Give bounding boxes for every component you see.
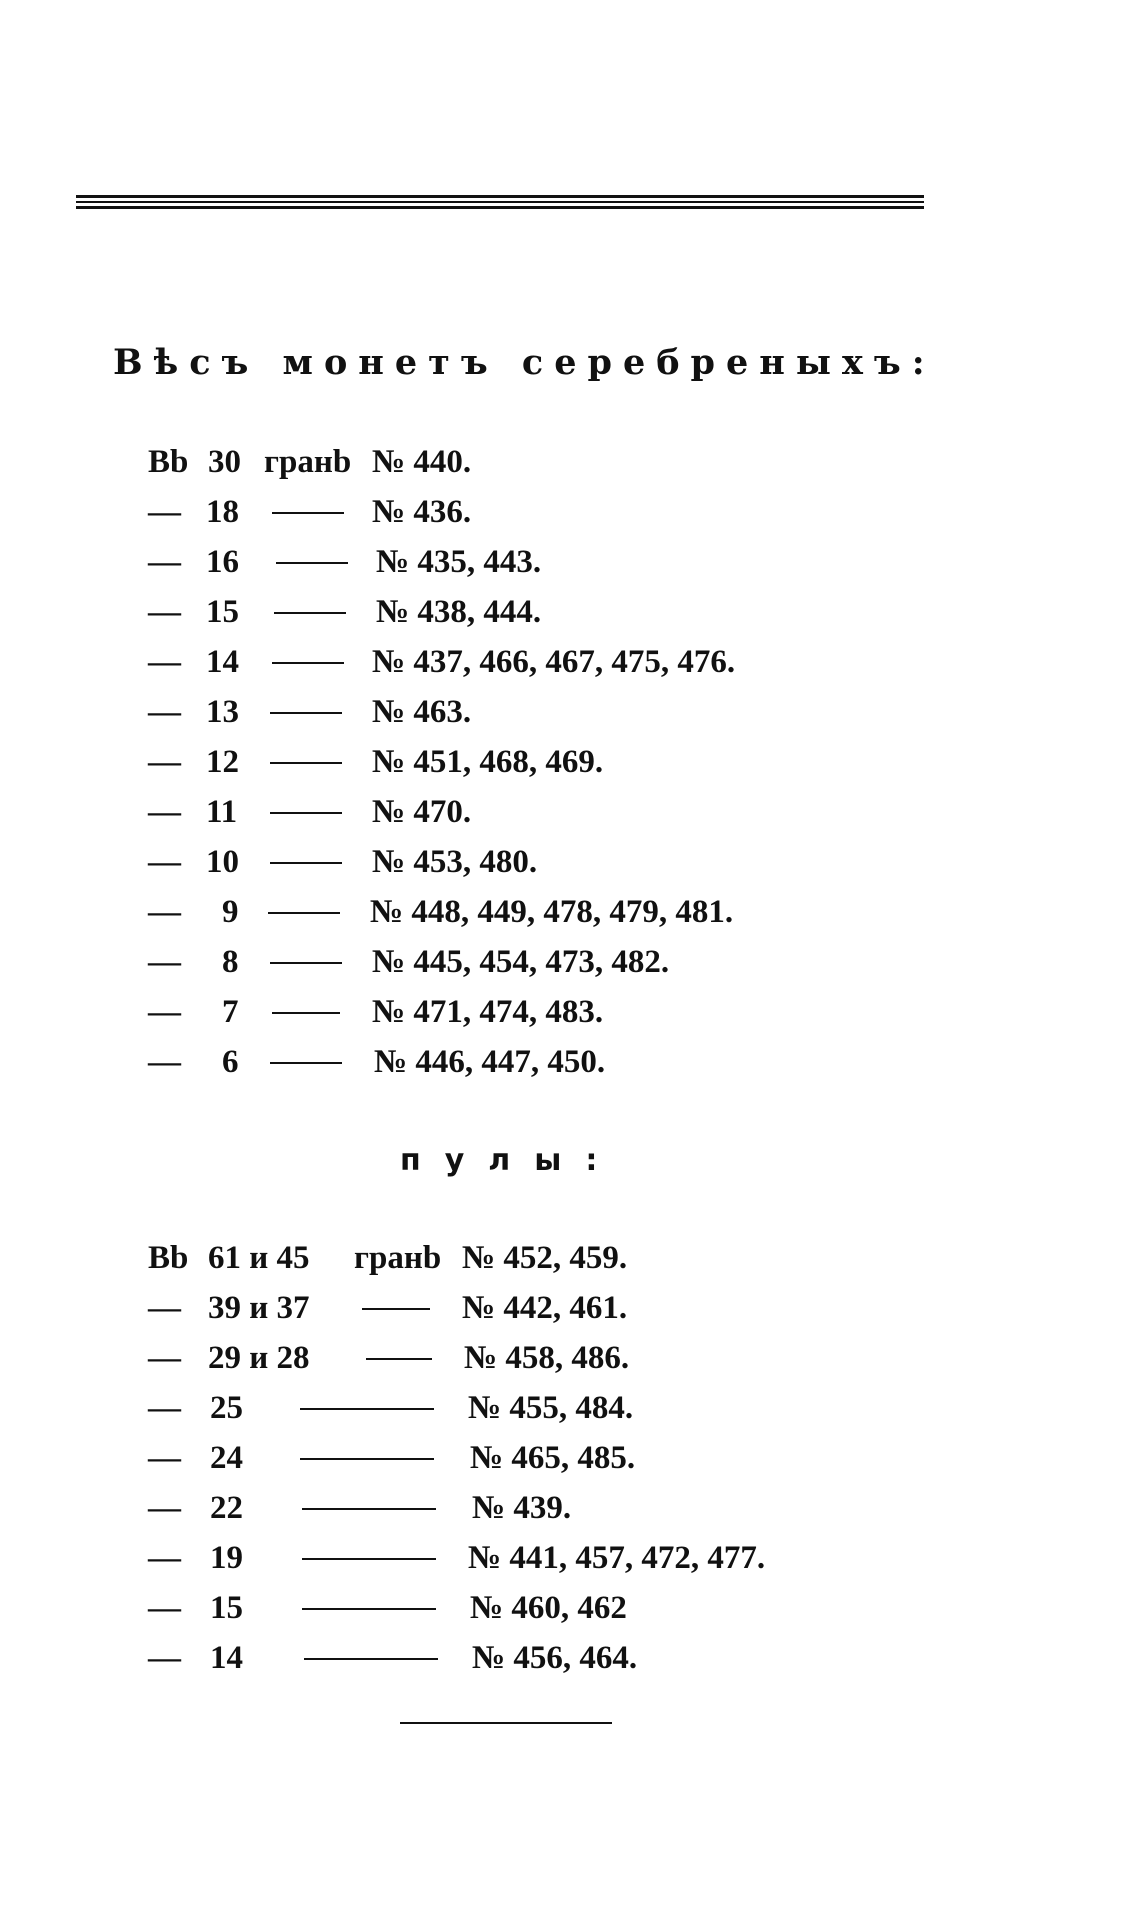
row-grains: 15 [210,1590,243,1626]
page-title: Вѣсъ монетъ серебреныхъ: [113,342,936,383]
ditto-dash [270,762,342,764]
list-item [148,490,848,534]
row-prefix: — [148,894,181,930]
row-numbers: № 436. [372,494,472,530]
row-prefix: — [148,1340,181,1376]
row-grains: 29 и 28 [208,1340,310,1376]
row-grains: 8 [222,944,239,980]
ditto-dash [300,1458,434,1460]
ditto-dash [302,1558,436,1560]
list-item [148,1586,848,1630]
row-grains: 7 [222,994,239,1030]
row-prefix: — [148,794,181,830]
row-numbers: № 438, 444. [376,594,542,630]
row-prefix: — [148,1590,181,1626]
list-item [148,690,848,734]
row-grains: 24 [210,1440,243,1476]
list-item [148,540,848,584]
ditto-dash [270,812,342,814]
row-prefix: — [148,1390,181,1426]
list-item [148,890,848,934]
row-numbers: № 437, 466, 467, 475, 476. [372,644,736,680]
list-item [148,1486,848,1530]
row-numbers: № 470. [372,794,472,830]
row-grains: 14 [206,644,239,680]
row-grains: 11 [206,794,238,830]
row-prefix: — [148,544,181,580]
top-rule [76,195,924,198]
row-grains: 10 [206,844,239,880]
ditto-dash [272,662,344,664]
row-prefix: — [148,994,181,1030]
ditto-dash [272,1012,340,1014]
ditto-dash [302,1508,436,1510]
row-prefix: — [148,694,181,730]
row-grains: 13 [206,694,239,730]
list-item [148,1436,848,1480]
row-prefix: — [148,1440,181,1476]
row-grains: 19 [210,1540,243,1576]
row-prefix: — [148,944,181,980]
ditto-dash [268,912,340,914]
row-numbers: № 463. [372,694,472,730]
ditto-dash [272,512,344,514]
row-grains: 18 [206,494,239,530]
row-prefix: — [148,594,181,630]
row-prefix: — [148,1540,181,1576]
ditto-dash [276,562,348,564]
row-prefix: — [148,1640,181,1676]
row-numbers: № 439. [472,1490,572,1526]
row-numbers: № 452, 459. [462,1240,628,1276]
row-prefix: Вb [148,1240,189,1276]
row-grains: 14 [210,1640,243,1676]
list-item [148,440,848,484]
row-grains: 16 [206,544,239,580]
row-grains: 39 и 37 [208,1290,310,1326]
ditto-dash [304,1658,438,1660]
row-numbers: № 451, 468, 469. [372,744,604,780]
row-prefix: — [148,1490,181,1526]
row-grains: 61 и 45 [208,1240,310,1276]
list-item [148,1336,848,1380]
row-grains: 9 [222,894,239,930]
list-item [148,990,848,1034]
row-prefix: — [148,494,181,530]
row-grains: 15 [206,594,239,630]
row-numbers: № 456, 464. [472,1640,638,1676]
row-numbers: № 441, 457, 472, 477. [468,1540,766,1576]
row-numbers: № 455, 484. [468,1390,634,1426]
row-numbers: № 448, 449, 478, 479, 481. [370,894,734,930]
row-numbers: № 465, 485. [470,1440,636,1476]
list-item [148,1636,848,1680]
list-item [148,740,848,784]
row-grains: 12 [206,744,239,780]
row-numbers: № 453, 480. [372,844,538,880]
row-numbers: № 471, 474, 483. [372,994,604,1030]
section-title-puly: пулы: [400,1143,622,1178]
row-numbers: № 446, 447, 450. [374,1044,606,1080]
row-prefix: — [148,844,181,880]
list-item [148,840,848,884]
list-item [148,1040,848,1084]
list-item [148,940,848,984]
top-rule [76,201,924,203]
ditto-dash [366,1358,432,1360]
row-grains: 22 [210,1490,243,1526]
row-numbers: № 458, 486. [464,1340,630,1376]
ditto-dash [274,612,346,614]
row-prefix: — [148,744,181,780]
ditto-dash [302,1608,436,1610]
row-numbers: № 460, 462 [470,1590,627,1626]
row-unit: гранb [264,444,352,480]
row-numbers: № 442, 461. [462,1290,628,1326]
row-grains: 25 [210,1390,243,1426]
row-prefix: Вb [148,444,189,480]
list-item [148,640,848,684]
list-item [148,1536,848,1580]
list-item [148,1386,848,1430]
row-prefix: — [148,1290,181,1326]
list-item [148,1286,848,1330]
ditto-dash [300,1408,434,1410]
row-prefix: — [148,1044,181,1080]
list-item [148,1236,848,1280]
bottom-rule [400,1722,612,1724]
list-item [148,590,848,634]
row-prefix: — [148,644,181,680]
row-numbers: № 445, 454, 473, 482. [372,944,670,980]
ditto-dash [362,1308,430,1310]
ditto-dash [270,712,342,714]
list-item [148,790,848,834]
top-rule [76,206,924,209]
ditto-dash [270,962,342,964]
ditto-dash [270,1062,342,1064]
row-grains: 6 [222,1044,239,1080]
row-numbers: № 440. [372,444,472,480]
ditto-dash [270,862,342,864]
row-numbers: № 435, 443. [376,544,542,580]
row-unit: гранb [354,1240,442,1276]
row-grains: 30 [208,444,241,480]
